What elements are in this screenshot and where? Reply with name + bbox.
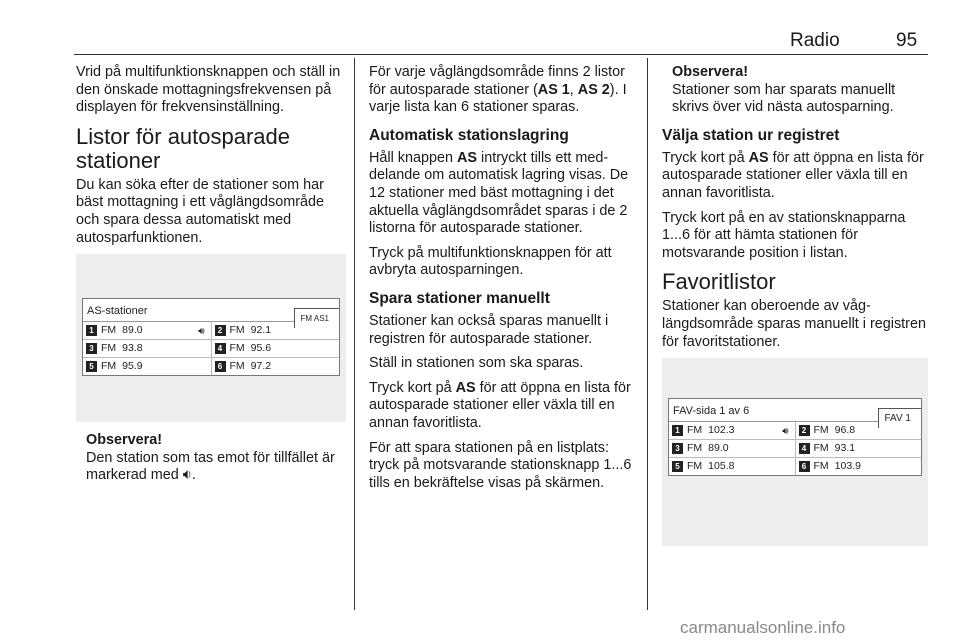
- paragraph: Stationer kan också sparas manuellt i registren för autosparade stationer.: [369, 312, 609, 347]
- preset-number: 2: [799, 425, 810, 436]
- paragraph: Tryck på multifunktionsknappen för att avbryta autosparningen.: [369, 244, 612, 279]
- preset-band: FM: [101, 341, 117, 354]
- preset-number: 3: [86, 343, 97, 354]
- radio-display: [668, 398, 922, 476]
- preset-2: [211, 322, 340, 339]
- preset-frequency: 95.6: [250, 341, 272, 354]
- note-text: Stationer som har sparats manuellt skrivs över vid nästa autosparning.: [672, 81, 896, 116]
- preset-band: FM: [229, 323, 245, 336]
- preset-frequency: 95.9: [122, 359, 143, 372]
- preset-number: 2: [215, 325, 226, 336]
- preset-frequency: 96.8: [834, 423, 856, 436]
- preset-frequency: 89.0: [708, 441, 729, 454]
- preset-frequency: 93.8: [122, 341, 143, 354]
- preset-band: FM: [813, 423, 829, 436]
- header-rule: [74, 54, 928, 55]
- page-number: 95: [896, 30, 918, 51]
- paragraph: Håll knappen AS intryckt tills ett meddelande om automatisk lagring visas. De 12 stationer med bäst mottagning i det aktuella våglängdsområdet sparas i de 2 listorna för autosparade stationer.: [369, 149, 629, 237]
- preset-frequency: 97.2: [250, 359, 272, 372]
- preset-1: [83, 322, 211, 339]
- preset-frequency: 103.9: [834, 459, 861, 472]
- section-heading: Favoritlistor: [662, 269, 776, 295]
- preset-5: [669, 458, 795, 475]
- preset-band: FM: [813, 459, 829, 472]
- preset-3: [669, 440, 795, 457]
- speaker-icon: 🔉︎: [182, 467, 192, 484]
- preset-frequency: 89.0: [122, 323, 143, 336]
- paragraph: Tryck kort på en av stationsknapparna 1...6 för att hämta stationen för motsvarande position i listan.: [662, 209, 906, 261]
- note-text: Den station som tas emot för tillfället är markerad med 🔉︎.: [86, 449, 335, 484]
- display-header: [669, 399, 921, 425]
- preset-frequency: 92.1: [250, 323, 272, 336]
- display-header: [83, 299, 339, 322]
- note-title: Observera!: [86, 432, 162, 449]
- column-1: [76, 64, 346, 492]
- subsection-heading: Automatisk stationslagring: [369, 126, 569, 144]
- preset-frequency: 105.8: [708, 459, 735, 472]
- paragraph: Stationer kan oberoende av våglängdsområde sparas manuellt i registren för favoritstationer.: [662, 298, 926, 350]
- section-heading: Listor för autosparade stationer: [76, 123, 291, 173]
- column-3: [662, 64, 928, 556]
- paragraph: Tryck kort på AS för att öppna en lista för autosparade stationer eller växla till en annan favoritlista.: [369, 379, 631, 431]
- preset-1: [669, 422, 795, 439]
- radio-display: [82, 298, 340, 376]
- preset-band: FM: [101, 323, 117, 336]
- preset-frequency: 102.3: [708, 423, 735, 436]
- paragraph: För varje våglängdsområde finns 2 listor för autosparade stationer (AS 1, AS 2). I varje lista kan 6 stationer sparas.: [369, 64, 627, 116]
- preset-5: [83, 358, 211, 375]
- watermark-url[interactable]: carmanualsonline.info: [680, 618, 846, 637]
- display-title: AS-stationer: [87, 305, 148, 318]
- preset-number: 1: [672, 425, 683, 436]
- paragraph: Vrid på multifunktionsknappen och ställ in den önskade mottagningsfrekvensen på displayen för frekvensinställning.: [76, 64, 341, 116]
- preset-row: [83, 322, 339, 340]
- preset-row: [669, 422, 921, 440]
- preset-number: 6: [799, 461, 810, 472]
- preset-6: [211, 358, 340, 375]
- preset-4: [211, 340, 340, 357]
- preset-number: 4: [799, 443, 810, 454]
- screen-illustration-fav: [662, 358, 928, 546]
- subsection-heading: Spara stationer manuellt: [369, 289, 550, 307]
- subsection-heading: Välja station ur registret: [662, 126, 840, 144]
- column-divider-2: [647, 58, 648, 610]
- preset-band: FM: [687, 459, 703, 472]
- preset-6: [795, 458, 922, 475]
- display-tab: FM AS1: [294, 308, 339, 328]
- preset-band: FM: [229, 359, 245, 372]
- preset-number: 5: [86, 361, 97, 372]
- preset-band: FM: [687, 423, 703, 436]
- preset-number: 3: [672, 443, 683, 454]
- preset-3: [83, 340, 211, 357]
- screen-illustration-as: [76, 254, 346, 422]
- paragraph: För att spara stationen på en listplats: tryck på motsvarande stationsknapp 1...6 tills en bekräftelse visas på skärmen.: [369, 439, 632, 491]
- preset-row: [83, 340, 339, 358]
- preset-number: 4: [215, 343, 226, 354]
- preset-2: [795, 422, 922, 439]
- preset-band: FM: [687, 441, 703, 454]
- display-tab: FAV 1: [878, 408, 922, 428]
- note-title: Observera!: [672, 64, 748, 80]
- preset-4: [795, 440, 922, 457]
- paragraph: Tryck kort på AS för att öppna en lista för autosparade stationer eller växla till en annan favoritlista.: [662, 149, 924, 201]
- preset-band: FM: [813, 441, 829, 454]
- preset-row: [669, 458, 921, 475]
- preset-band: FM: [101, 359, 117, 372]
- column-2: [369, 64, 639, 499]
- display-title: FAV-sida 1 av 6: [673, 405, 750, 418]
- preset-row: [83, 358, 339, 375]
- preset-band: FM: [229, 341, 245, 354]
- running-header-title: Radio: [790, 30, 840, 51]
- speaker-icon: 🔊︎: [782, 426, 789, 438]
- speaker-icon: 🔊︎: [198, 326, 205, 338]
- preset-frequency: 93.1: [834, 441, 856, 454]
- preset-row: [669, 440, 921, 458]
- preset-number: 1: [86, 325, 97, 336]
- preset-number: 5: [672, 461, 683, 472]
- paragraph: Ställ in stationen som ska sparas.: [369, 355, 584, 372]
- preset-number: 6: [215, 361, 226, 372]
- column-divider-1: [354, 58, 355, 610]
- paragraph: Du kan söka efter de stationer som har bäst mottagning i ett våglängdsområde och spara dessa automatiskt med autosparfunktionen.: [76, 176, 324, 246]
